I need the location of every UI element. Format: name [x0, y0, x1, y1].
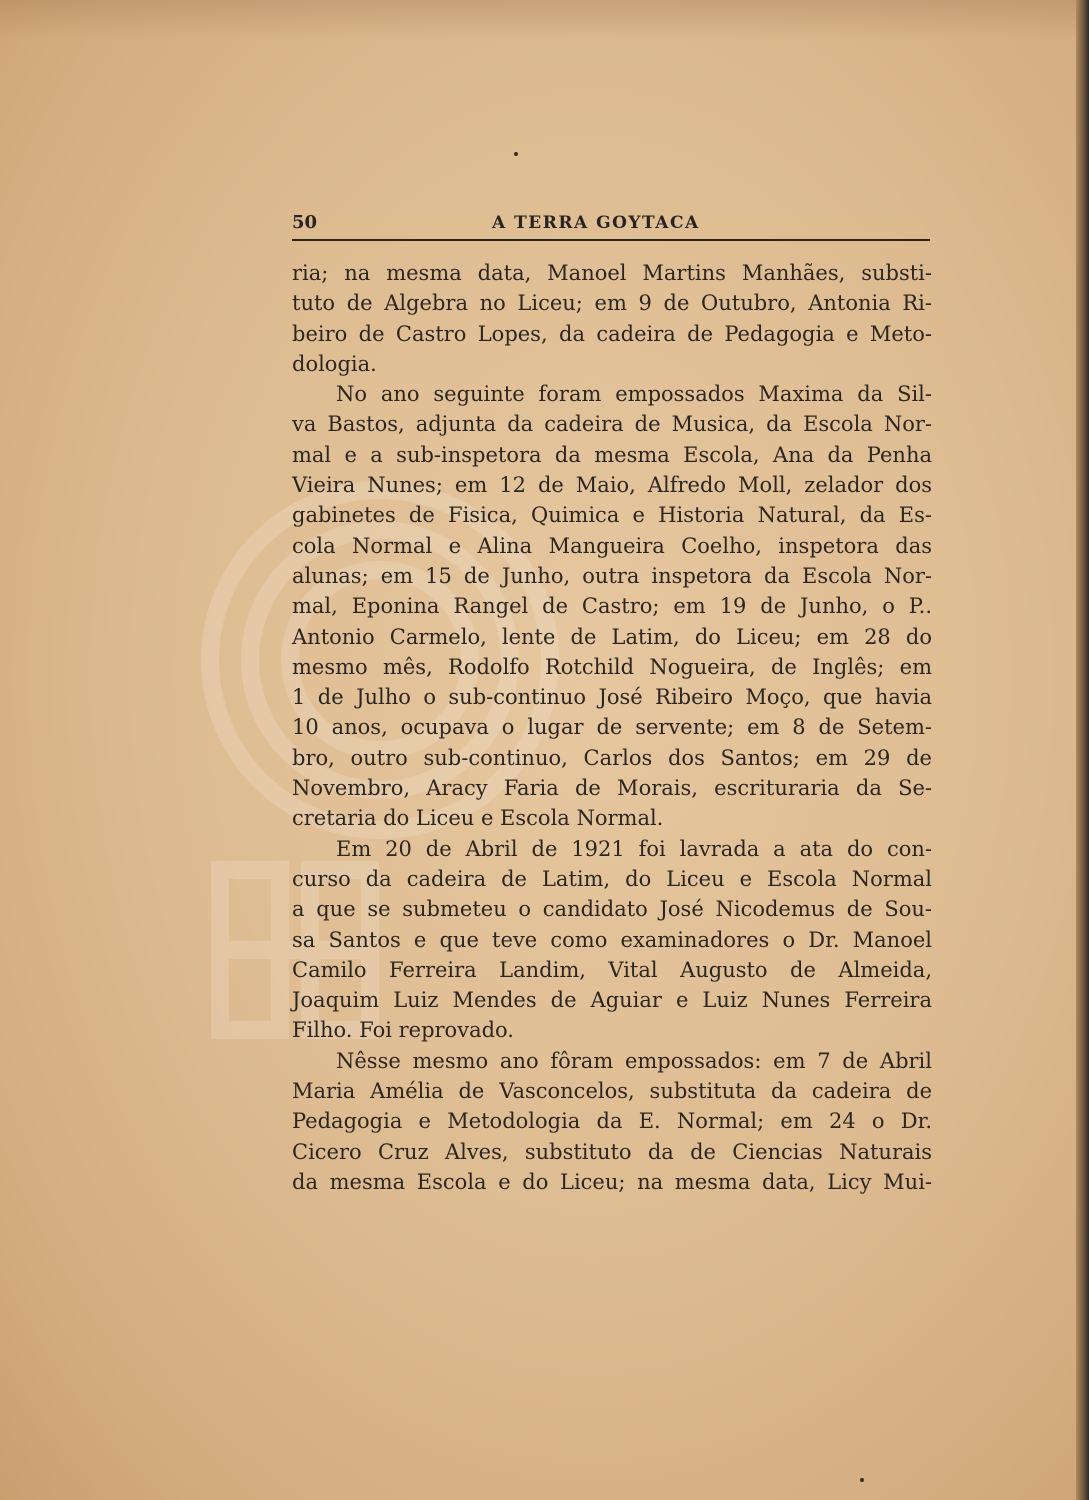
speck	[514, 152, 518, 156]
text-line: 1 de Julho o sub-continuo José Ribeiro Moço, que havia	[292, 685, 932, 710]
text-line: sa Santos e que teve como examinadores o Dr. Manoel	[292, 927, 932, 952]
page-header	[292, 212, 932, 242]
text-line: mal, Eponina Rangel de Castro; em 19 de Junho, o P..	[292, 594, 932, 619]
text-line: tuto de Algebra no Liceu; em 9 de Outubro, Antonia Ri-	[292, 291, 932, 316]
text-line: Vieira Nunes; em 12 de Maio, Alfredo Moll, zelador dos	[292, 473, 932, 498]
text-line: da mesma Escola e do Liceu; na mesma data, Licy Mui-	[292, 1169, 932, 1194]
text-line: mal e a sub-inspetora da mesma Escola, Ana da Penha	[292, 442, 932, 467]
page-stain	[0, 0, 1076, 40]
text-line: mesmo mês, Rodolfo Rotchild Nogueira, de Inglês; em	[292, 654, 932, 679]
text-line: Novembro, Aracy Faria de Morais, escrituraria da Se-	[292, 776, 932, 801]
text-line: va Bastos, adjunta da cadeira de Musica, da Escola Nor-	[292, 412, 932, 437]
speck	[860, 1478, 864, 1482]
text-line: curso da cadeira de Latim, do Liceu e Escola Normal	[292, 866, 932, 891]
text-line: Camilo Ferreira Landim, Vital Augusto de Almeida,	[292, 957, 932, 982]
text-line: gabinetes de Fisica, Quimica e Historia Natural, da Es-	[292, 503, 932, 528]
text-line: Pedagogia e Metodologia da E. Normal; em 24 o Dr.	[292, 1109, 932, 1134]
text-line: Antonio Carmelo, lente de Latim, do Liceu; em 28 do	[292, 624, 932, 649]
text-line: a que se submeteu o candidato José Nicodemus de Sou-	[292, 897, 932, 922]
running-title: A TERRA GOYTACA	[492, 213, 700, 233]
text-line: Nêsse mesmo ano fôram empossados: em 7 de Abril	[336, 1048, 932, 1073]
text-line: Em 20 de Abril de 1921 foi lavrada a ata do con-	[336, 836, 932, 861]
text-line: cretaria do Liceu e Escola Normal.	[292, 806, 664, 831]
text-line: alunas; em 15 de Junho, outra inspetora da Escola Nor-	[292, 563, 932, 588]
text-line: Joaquim Luiz Mendes de Aguiar e Luiz Nunes Ferreira	[292, 988, 932, 1013]
text-line: dologia.	[292, 351, 377, 376]
text-line: Cicero Cruz Alves, substituto da de Ciencias Naturais	[292, 1139, 932, 1164]
page-edge	[1076, 0, 1089, 1500]
text-line: beiro de Castro Lopes, da cadeira de Pedagogia e Meto-	[292, 321, 932, 346]
text-line: Maria Amélia de Vasconcelos, substituta da cadeira de	[292, 1079, 932, 1104]
text-line: 10 anos, ocupava o lugar de servente; em 8 de Setem-	[292, 715, 932, 740]
page-number: 50	[292, 212, 318, 233]
header-rule	[292, 239, 930, 241]
text-line: No ano seguinte foram empossados Maxima da Sil-	[336, 382, 932, 407]
text-line: Filho. Foi reprovado.	[292, 1018, 514, 1043]
text-line: cola Normal e Alina Mangueira Coelho, inspetora das	[292, 533, 932, 558]
body-text	[292, 258, 932, 1197]
text-line: ria; na mesma data, Manoel Martins Manhães, substi-	[292, 261, 932, 285]
text-line: bro, outro sub-continuo, Carlos dos Santos; em 29 de	[292, 745, 932, 770]
